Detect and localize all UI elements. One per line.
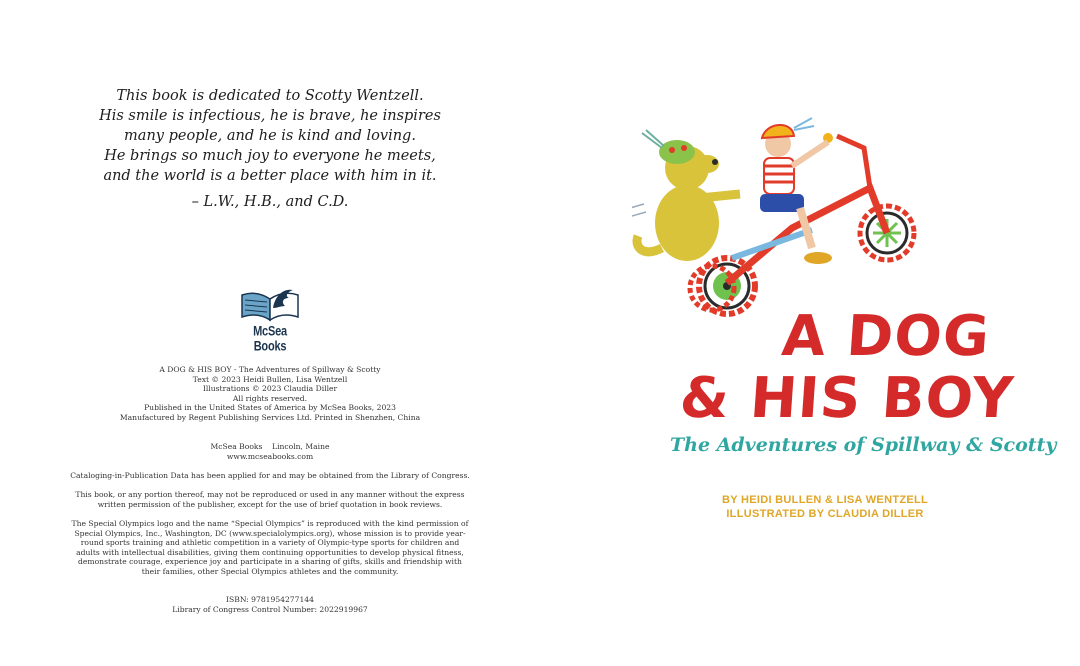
- copyright-line: A DOG & HIS BOY - The Adventures of Spillway & Scotty: [159, 365, 381, 374]
- cip-note: Cataloging-in-Publication Data has been applied for and may be obtained from the Library of Congress.: [70, 471, 470, 480]
- dedication-line: This book is dedicated to Scotty Wentzell.: [116, 88, 424, 104]
- lccn: Library of Congress Control Number: 2022919967: [172, 604, 368, 614]
- dedication-signature: – L.W., H.B., and C.D.: [191, 194, 349, 210]
- book-title-line2: & HIS BOY: [677, 366, 1016, 431]
- copyright-line: Text © 2023 Heidi Bullen, Lisa Wentzell: [192, 374, 348, 384]
- isbn-block: [60, 595, 480, 614]
- publisher-address: [60, 442, 480, 461]
- dedication: [60, 86, 480, 212]
- book-title-line1: A DOG: [779, 304, 993, 369]
- special-olympics-note: The Special Olympics logo and the name “Special Olympics” is reproduced with the kind permission of Special Olympics, Inc., Washington, DC (www.specialolympics.org), whose mission is to provide year-round sports training and athletic competition in a variety of Olympic-type sports for children and adults with intellectual disabilities, giving them continuing opportunities to develop physical fitness, demonstrate courage, experience joy and participate in a sharing of gifts, skills and friendship with their families, other Special Olympics athletes and the community.: [71, 519, 469, 576]
- authors-byline: BY HEIDI BULLEN & LISA WENTZELL: [721, 494, 929, 506]
- title-page: [540, 0, 1080, 666]
- book-wave-icon: [239, 286, 301, 326]
- dedication-line: and the world is a better place with him in it.: [103, 168, 437, 184]
- reproduction-note: This book, or any portion thereof, may not be reproduced or used in any manner without the express written permission of the publisher, except for the use of brief quotation in book reviews.: [75, 490, 465, 509]
- publisher-logo: [236, 286, 304, 354]
- copyright-line: Published in the United States of America by McSea Books, 2023: [144, 403, 396, 413]
- dedication-line: many people, and he is kind and loving.: [124, 128, 416, 144]
- book-subtitle: The Adventures of Spillway & Scotty: [670, 434, 1057, 456]
- publisher-name: McSea Books: [253, 324, 287, 354]
- illustrator-byline: ILLUSTRATED BY CLAUDIA DILLER: [726, 508, 924, 520]
- copyright-line: Illustrations © 2023 Claudia Diller: [202, 384, 338, 394]
- dog-and-boy-tricycle-illustration: [632, 108, 932, 318]
- copyright-line: Manufactured by Regent Publishing Services Ltd. Printed in Shenzhen, China: [119, 412, 421, 422]
- copyright-line: All rights reserved.: [232, 393, 308, 403]
- dedication-line: His smile is infectious, he is brave, he inspires: [99, 108, 441, 124]
- address-line: McSea Books Lincoln, Maine: [210, 442, 330, 451]
- isbn: ISBN: 9781954277144: [226, 595, 314, 604]
- copyright-block: [60, 365, 480, 423]
- website-link[interactable]: www.mcseabooks.com: [226, 451, 314, 461]
- dedication-line: He brings so much joy to everyone he meets,: [104, 148, 436, 164]
